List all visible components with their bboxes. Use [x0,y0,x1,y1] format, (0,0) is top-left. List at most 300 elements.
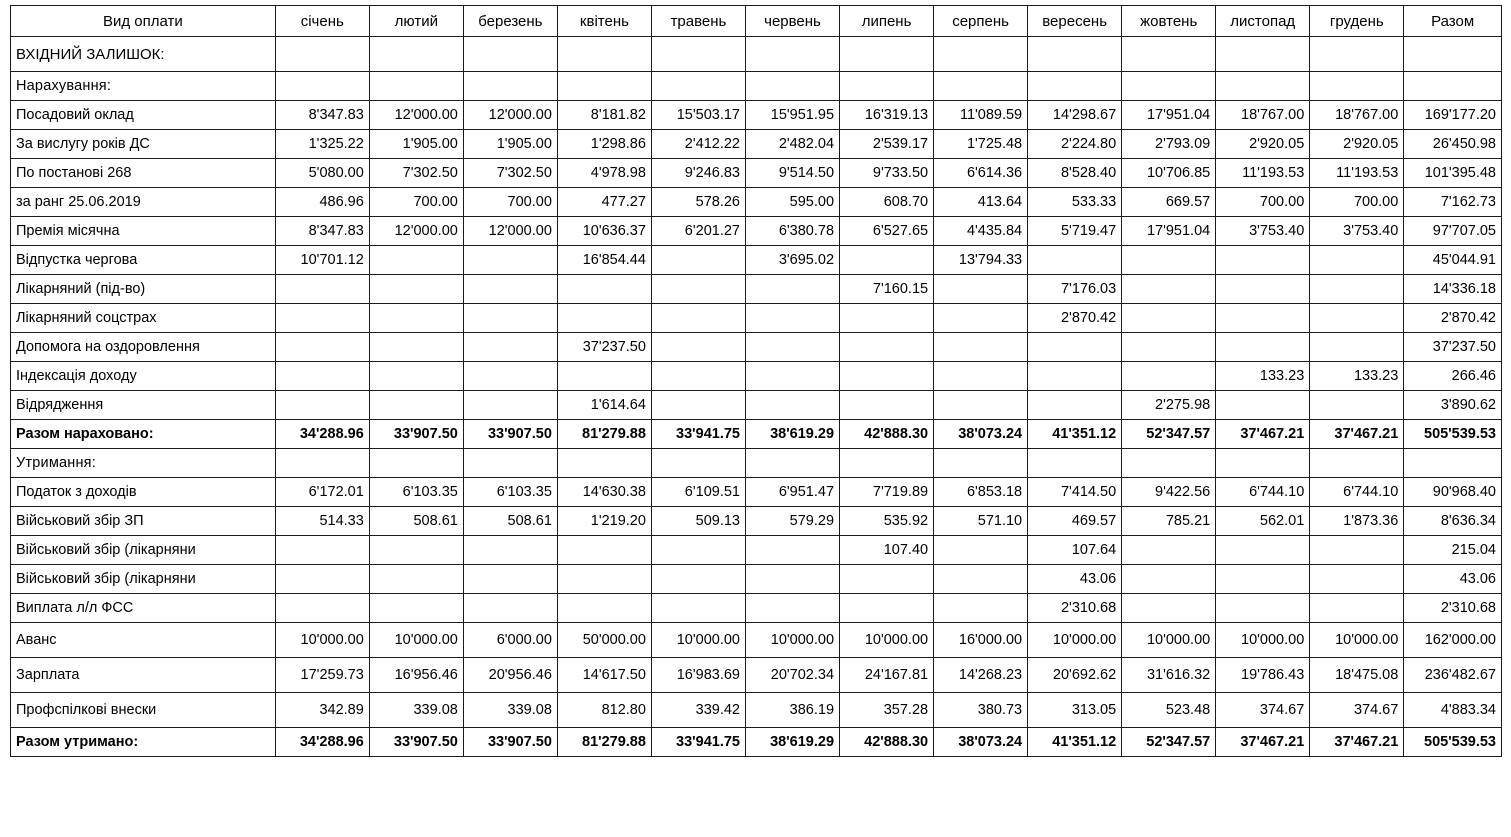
amount-cell: 17'951.04 [1122,101,1216,130]
amount-cell [651,304,745,333]
row-label: Профспілкові внески [11,693,276,728]
total-cell: 215.04 [1404,536,1502,565]
payroll-table [10,5,1502,757]
amount-cell [651,362,745,391]
header-cell-month: листопад [1216,6,1310,37]
amount-cell: 785.21 [1122,507,1216,536]
amount-cell [1028,37,1122,72]
header-cell-month: травень [651,6,745,37]
total-cell: 3'890.62 [1404,391,1502,420]
amount-cell [840,37,934,72]
total-cell: 236'482.67 [1404,658,1502,693]
row-label: Зарплата [11,658,276,693]
amount-cell [1310,72,1404,101]
amount-cell [1216,594,1310,623]
amount-cell [840,565,934,594]
amount-cell [275,275,369,304]
amount-cell: 2'793.09 [1122,130,1216,159]
amount-cell [1216,72,1310,101]
amount-cell: 562.01 [1216,507,1310,536]
amount-cell: 81'279.88 [557,728,651,757]
amount-cell: 10'706.85 [1122,159,1216,188]
amount-cell: 10'000.00 [1216,623,1310,658]
amount-cell: 33'941.75 [651,728,745,757]
amount-cell [934,536,1028,565]
amount-cell [651,594,745,623]
amount-cell [557,594,651,623]
section-title: Утримання: [11,449,276,478]
amount-cell: 52'347.57 [1122,420,1216,449]
amount-cell: 9'246.83 [651,159,745,188]
amount-cell [1216,536,1310,565]
amount-cell: 37'467.21 [1216,420,1310,449]
table-row [11,37,1502,72]
section-title: ВХІДНИЙ ЗАЛИШОК: [11,37,276,72]
row-label: за ранг 25.06.2019 [11,188,276,217]
total-cell: 162'000.00 [1404,623,1502,658]
amount-cell [369,304,463,333]
amount-cell: 1'873.36 [1310,507,1404,536]
amount-cell: 6'172.01 [275,478,369,507]
amount-cell: 16'319.13 [840,101,934,130]
amount-cell [1216,565,1310,594]
amount-cell: 15'503.17 [651,101,745,130]
amount-cell [1122,449,1216,478]
amount-cell: 380.73 [934,693,1028,728]
amount-cell [463,449,557,478]
amount-cell: 107.40 [840,536,934,565]
total-cell: 14'336.18 [1404,275,1502,304]
amount-cell: 1'905.00 [463,130,557,159]
amount-cell: 374.67 [1216,693,1310,728]
total-cell: 101'395.48 [1404,159,1502,188]
amount-cell: 374.67 [1310,693,1404,728]
amount-cell: 700.00 [1310,188,1404,217]
amount-cell [275,594,369,623]
amount-cell: 6'380.78 [745,217,839,246]
amount-cell [840,72,934,101]
total-cell: 505'539.53 [1404,728,1502,757]
amount-cell [1310,536,1404,565]
table-row [11,420,1502,449]
section-title: Нарахування: [11,72,276,101]
amount-cell [745,362,839,391]
amount-cell [369,565,463,594]
amount-cell [745,275,839,304]
amount-cell [1122,72,1216,101]
row-label: Лікарняний (під-во) [11,275,276,304]
amount-cell: 9'733.50 [840,159,934,188]
amount-cell: 535.92 [840,507,934,536]
amount-cell [745,594,839,623]
amount-cell: 386.19 [745,693,839,728]
amount-cell: 2'870.42 [1028,304,1122,333]
amount-cell [275,304,369,333]
amount-cell: 1'219.20 [557,507,651,536]
amount-cell: 7'176.03 [1028,275,1122,304]
total-cell: 43.06 [1404,565,1502,594]
table-row [11,188,1502,217]
amount-cell: 6'744.10 [1310,478,1404,507]
amount-cell: 14'298.67 [1028,101,1122,130]
total-cell: 169'177.20 [1404,101,1502,130]
amount-cell [745,391,839,420]
amount-cell [1216,37,1310,72]
header-cell-month: грудень [1310,6,1404,37]
amount-cell: 8'347.83 [275,217,369,246]
amount-cell [1310,565,1404,594]
amount-cell: 10'000.00 [840,623,934,658]
amount-cell: 486.96 [275,188,369,217]
amount-cell [275,449,369,478]
total-cell: 90'968.40 [1404,478,1502,507]
amount-cell [934,275,1028,304]
amount-cell [369,333,463,362]
amount-cell [745,304,839,333]
amount-cell: 18'475.08 [1310,658,1404,693]
amount-cell [275,565,369,594]
table-row [11,362,1502,391]
table-row [11,728,1502,757]
amount-cell [1216,391,1310,420]
amount-cell [840,449,934,478]
table-row [11,159,1502,188]
amount-cell: 1'325.22 [275,130,369,159]
total-cell: 2'870.42 [1404,304,1502,333]
table-body [11,37,1502,757]
amount-cell: 10'000.00 [1028,623,1122,658]
amount-cell [369,72,463,101]
amount-cell: 10'000.00 [275,623,369,658]
header-cell-month: липень [840,6,934,37]
row-label: Виплата л/л ФСС [11,594,276,623]
table-row [11,536,1502,565]
table-row [11,658,1502,693]
amount-cell [463,275,557,304]
amount-cell: 10'000.00 [1310,623,1404,658]
row-label: Аванс [11,623,276,658]
amount-cell: 6'201.27 [651,217,745,246]
amount-cell [745,72,839,101]
amount-cell: 4'435.84 [934,217,1028,246]
amount-cell [1122,275,1216,304]
amount-cell [1122,37,1216,72]
amount-cell: 12'000.00 [463,217,557,246]
table-row [11,478,1502,507]
amount-cell: 20'956.46 [463,658,557,693]
amount-cell: 700.00 [463,188,557,217]
amount-cell: 10'000.00 [1122,623,1216,658]
table-row [11,333,1502,362]
total-cell: 37'237.50 [1404,333,1502,362]
amount-cell: 2'412.22 [651,130,745,159]
row-label: Допомога на оздоровлення [11,333,276,362]
amount-cell [840,594,934,623]
header-cell-month: березень [463,6,557,37]
amount-cell [557,536,651,565]
amount-cell [651,72,745,101]
amount-cell: 38'073.24 [934,420,1028,449]
header-cell-month: Разом [1404,6,1502,37]
header-cell-month: серпень [934,6,1028,37]
amount-cell: 6'103.35 [369,478,463,507]
amount-cell: 33'907.50 [463,728,557,757]
table-row [11,246,1502,275]
amount-cell: 357.28 [840,693,934,728]
amount-cell: 469.57 [1028,507,1122,536]
amount-cell: 413.64 [934,188,1028,217]
amount-cell: 2'224.80 [1028,130,1122,159]
amount-cell: 10'000.00 [369,623,463,658]
amount-cell: 16'854.44 [557,246,651,275]
amount-cell [275,72,369,101]
total-cell: 7'162.73 [1404,188,1502,217]
amount-cell: 14'268.23 [934,658,1028,693]
amount-cell [1310,275,1404,304]
amount-cell [1310,246,1404,275]
amount-cell [651,275,745,304]
amount-cell: 2'920.05 [1310,130,1404,159]
total-cell: 2'310.68 [1404,594,1502,623]
amount-cell [651,565,745,594]
amount-cell [840,304,934,333]
row-label: Податок з доходів [11,478,276,507]
amount-cell [840,362,934,391]
amount-cell [1310,37,1404,72]
amount-cell: 1'614.64 [557,391,651,420]
amount-cell [557,72,651,101]
amount-cell [840,333,934,362]
amount-cell: 8'528.40 [1028,159,1122,188]
amount-cell [275,536,369,565]
total-row-label: Разом утримано: [11,728,276,757]
amount-cell [745,536,839,565]
amount-cell [275,37,369,72]
amount-cell [934,304,1028,333]
amount-cell: 3'753.40 [1310,217,1404,246]
table-row [11,565,1502,594]
amount-cell: 3'753.40 [1216,217,1310,246]
amount-cell: 10'701.12 [275,246,369,275]
amount-cell: 16'956.46 [369,658,463,693]
amount-cell: 20'692.62 [1028,658,1122,693]
amount-cell: 7'302.50 [463,159,557,188]
amount-cell [463,72,557,101]
row-label: За вислугу років ДС [11,130,276,159]
table-row [11,72,1502,101]
table-row [11,130,1502,159]
amount-cell [1028,246,1122,275]
amount-cell [1122,246,1216,275]
amount-cell [1310,333,1404,362]
header-cell-month: червень [745,6,839,37]
amount-cell [557,304,651,333]
amount-cell: 1'725.48 [934,130,1028,159]
amount-cell [745,565,839,594]
amount-cell: 339.08 [369,693,463,728]
amount-cell [1028,72,1122,101]
amount-cell: 41'351.12 [1028,728,1122,757]
amount-cell: 14'630.38 [557,478,651,507]
row-label: Індексація доходу [11,362,276,391]
amount-cell: 812.80 [557,693,651,728]
amount-cell [369,37,463,72]
row-label: Посадовий оклад [11,101,276,130]
amount-cell: 38'619.29 [745,420,839,449]
table-row [11,391,1502,420]
amount-cell: 5'080.00 [275,159,369,188]
amount-cell [1216,449,1310,478]
amount-cell: 31'616.32 [1122,658,1216,693]
header-cell-month: січень [275,6,369,37]
amount-cell [1028,391,1122,420]
amount-cell: 38'619.29 [745,728,839,757]
header-cell-month: лютий [369,6,463,37]
amount-cell: 514.33 [275,507,369,536]
amount-cell: 2'310.68 [1028,594,1122,623]
table-row [11,507,1502,536]
amount-cell [463,594,557,623]
amount-cell: 33'907.50 [463,420,557,449]
amount-cell: 16'983.69 [651,658,745,693]
amount-cell: 133.23 [1216,362,1310,391]
amount-cell [651,37,745,72]
amount-cell: 508.61 [463,507,557,536]
amount-cell: 42'888.30 [840,420,934,449]
amount-cell [934,565,1028,594]
row-label: Відрядження [11,391,276,420]
amount-cell [463,536,557,565]
amount-cell: 17'951.04 [1122,217,1216,246]
amount-cell: 33'907.50 [369,728,463,757]
amount-cell [934,449,1028,478]
amount-cell: 7'160.15 [840,275,934,304]
amount-cell [745,37,839,72]
amount-cell [651,391,745,420]
amount-cell [1122,362,1216,391]
header-cell-month: жовтень [1122,6,1216,37]
table-row [11,101,1502,130]
amount-cell [840,246,934,275]
amount-cell: 342.89 [275,693,369,728]
amount-cell: 2'275.98 [1122,391,1216,420]
amount-cell: 579.29 [745,507,839,536]
amount-cell: 52'347.57 [1122,728,1216,757]
total-cell: 505'539.53 [1404,420,1502,449]
amount-cell: 669.57 [1122,188,1216,217]
total-cell: 26'450.98 [1404,130,1502,159]
amount-cell: 15'951.95 [745,101,839,130]
amount-cell: 107.64 [1028,536,1122,565]
amount-cell [369,391,463,420]
total-cell [1404,449,1502,478]
amount-cell [557,275,651,304]
amount-cell [557,362,651,391]
row-label: Військовий збір (лікарняни [11,536,276,565]
amount-cell [934,391,1028,420]
amount-cell: 7'414.50 [1028,478,1122,507]
table-row [11,217,1502,246]
amount-cell [1310,594,1404,623]
amount-cell: 3'695.02 [745,246,839,275]
amount-cell [1122,333,1216,362]
amount-cell: 24'167.81 [840,658,934,693]
amount-cell [463,304,557,333]
header-cell-month: квітень [557,6,651,37]
amount-cell [557,565,651,594]
amount-cell: 6'614.36 [934,159,1028,188]
amount-cell [463,37,557,72]
amount-cell: 700.00 [369,188,463,217]
amount-cell [1310,304,1404,333]
amount-cell [275,391,369,420]
amount-cell [369,246,463,275]
amount-cell [463,362,557,391]
total-row-label: Разом нараховано: [11,420,276,449]
total-cell [1404,72,1502,101]
amount-cell [1216,246,1310,275]
amount-cell: 10'000.00 [745,623,839,658]
amount-cell: 6'000.00 [463,623,557,658]
amount-cell: 18'767.00 [1216,101,1310,130]
amount-cell: 608.70 [840,188,934,217]
amount-cell: 523.48 [1122,693,1216,728]
amount-cell [1310,391,1404,420]
amount-cell: 10'636.37 [557,217,651,246]
total-cell: 97'707.05 [1404,217,1502,246]
amount-cell: 4'978.98 [557,159,651,188]
table-header [11,6,1502,37]
amount-cell [651,536,745,565]
amount-cell: 133.23 [1310,362,1404,391]
table-row [11,623,1502,658]
amount-cell: 33'941.75 [651,420,745,449]
amount-cell [369,594,463,623]
amount-cell [463,391,557,420]
amount-cell: 10'000.00 [651,623,745,658]
amount-cell [1216,333,1310,362]
amount-cell [1122,304,1216,333]
amount-cell: 8'347.83 [275,101,369,130]
amount-cell [369,275,463,304]
amount-cell: 6'527.65 [840,217,934,246]
amount-cell [651,449,745,478]
amount-cell [934,72,1028,101]
amount-cell [369,449,463,478]
row-label: Премія місячна [11,217,276,246]
amount-cell [1216,275,1310,304]
amount-cell [934,333,1028,362]
amount-cell: 9'422.56 [1122,478,1216,507]
amount-cell: 11'089.59 [934,101,1028,130]
amount-cell: 477.27 [557,188,651,217]
amount-cell: 13'794.33 [934,246,1028,275]
amount-cell: 17'259.73 [275,658,369,693]
amount-cell: 595.00 [745,188,839,217]
amount-cell [1310,449,1404,478]
table-row [11,275,1502,304]
amount-cell [369,362,463,391]
amount-cell: 43.06 [1028,565,1122,594]
amount-cell: 50'000.00 [557,623,651,658]
amount-cell: 7'302.50 [369,159,463,188]
amount-cell: 42'888.30 [840,728,934,757]
amount-cell [1028,449,1122,478]
amount-cell: 508.61 [369,507,463,536]
table-row [11,693,1502,728]
header-cell-type: Вид оплати [11,6,276,37]
amount-cell: 11'193.53 [1216,159,1310,188]
